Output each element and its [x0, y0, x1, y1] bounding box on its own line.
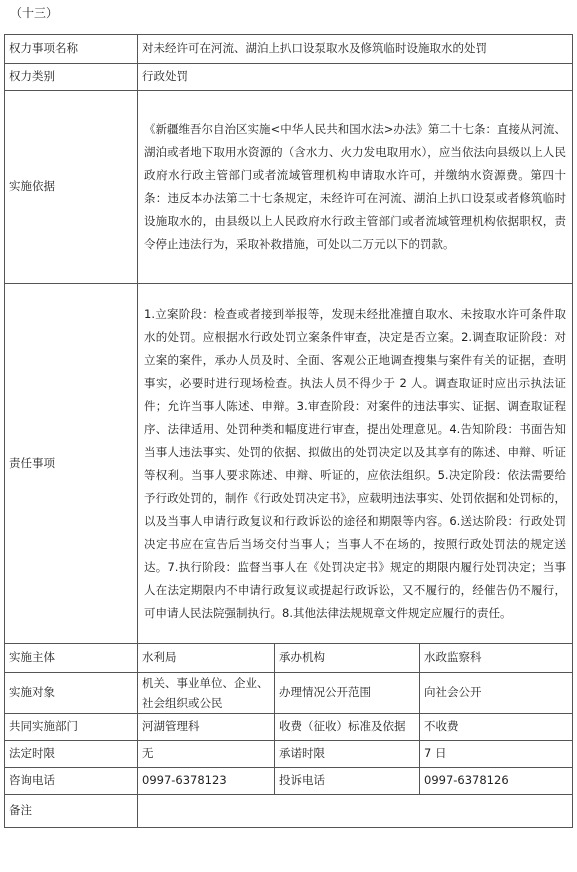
value-responsibility: 1.立案阶段：检查或者接到举报等，发现未经批准擅自取水、未按取水许可条件取水的处罚。应根据水行政处罚立案条件审查，决定是否立案。2.调查取证阶段：对立案的案件，承办人员及时、全面、客观公正地调查搜集与案件有关的证据，查明事实，必要时进行现场检查。执法人员不得少于 2 人。调查取证时应出示执法证件；允许当事人陈述、申辩。3.审查阶段：对案件的违法事实、证据、调查取证程序、法律适用、处罚种类和幅度进行审查，提出处理意见。4.告知阶段：书面告知当事人违法事实、处罚的依据、拟做出的处罚决定以及其享有的陈述、申辩、听证等权利。当事人要求陈述、申辩、听证的，应依法组织。5.决定阶段：依法需要给予行政处罚的，制作《行政处罚决定书》，应载明违法事实、处罚依据和处罚标的，以及当事人申请行政复议和行政诉讼的途径和期限等内容。6.送达阶段：行政处罚决定书应在宣告后当场交付当事人；当事人不在场的，按照行政处罚法的规定送达。7.执行阶段：监督当事人在《处罚决定书》规定的期限内履行处罚决定；当事人在法定期限内不申请行政复议或提起行政诉讼，又不履行的，经催告仍不履行，可申请人民法院强制执行。8.其他法律法规规章文件规定应履行的责任。 [138, 284, 573, 644]
label-legal-time-limit: 法定时限 [5, 741, 138, 768]
value-note [138, 795, 573, 828]
value-disclosure-scope: 向社会公开 [420, 673, 573, 714]
value-consult-phone: 0997-6378123 [138, 768, 275, 795]
label-complaint-phone: 投诉电话 [275, 768, 420, 795]
label-consult-phone: 咨询电话 [5, 768, 138, 795]
value-fee-standard: 不收费 [420, 714, 573, 741]
value-legal-time-limit: 无 [138, 741, 275, 768]
label-power-type: 权力类别 [5, 64, 138, 91]
value-legal-basis: 《新疆维吾尔自治区实施<中华人民共和国水法>办法》第二十七条：直接从河流、湖泊或者地下取用水资源的（含水力、火力发电取用水），应当依法向县级以上人民政府水行政主管部门或者流域管理机构申请取水许可，并缴纳水资源费。第四十条：违反本办法第二十七条规定，未经许可在河流、湖泊上扒口设泵或者修筑临时设施取水的，由县级以上人民政府水行政主管部门或者流域管理机构依据职权，责令停止违法行为，采取补救措施，可处以二万元以下的罚款。 [138, 91, 573, 284]
row-time-limit [5, 741, 573, 768]
label-disclosure-scope: 办理情况公开范围 [275, 673, 420, 714]
value-handling-org: 水政监察科 [420, 644, 573, 673]
row-power-name [5, 35, 573, 64]
value-promised-time-limit: 7 日 [420, 741, 573, 768]
value-power-type: 行政处罚 [138, 64, 573, 91]
row-phone [5, 768, 573, 795]
value-joint-dept: 河湖管理科 [138, 714, 275, 741]
row-target [5, 673, 573, 714]
row-power-type [5, 64, 573, 91]
label-promised-time-limit: 承诺时限 [275, 741, 420, 768]
label-target: 实施对象 [5, 673, 138, 714]
value-complaint-phone: 0997-6378126 [420, 768, 573, 795]
label-legal-basis: 实施依据 [5, 91, 138, 284]
label-handling-org: 承办机构 [275, 644, 420, 673]
label-note: 备注 [5, 795, 138, 828]
label-joint-dept: 共同实施部门 [5, 714, 138, 741]
row-responsibility [5, 284, 573, 644]
row-note [5, 795, 573, 828]
value-subject: 水利局 [138, 644, 275, 673]
row-joint-dept [5, 714, 573, 741]
row-subject [5, 644, 573, 673]
power-item-table [4, 34, 573, 828]
row-legal-basis [5, 91, 573, 284]
section-heading: （十三） [10, 6, 59, 20]
value-power-name: 对未经许可在河流、湖泊上扒口设泵取水及修筑临时设施取水的处罚 [138, 35, 573, 64]
label-subject: 实施主体 [5, 644, 138, 673]
label-responsibility: 责任事项 [5, 284, 138, 644]
label-power-name: 权力事项名称 [5, 35, 138, 64]
value-target: 机关、事业单位、企业、社会组织或公民 [138, 673, 275, 714]
label-fee-standard: 收费（征收）标准及依据 [275, 714, 420, 741]
